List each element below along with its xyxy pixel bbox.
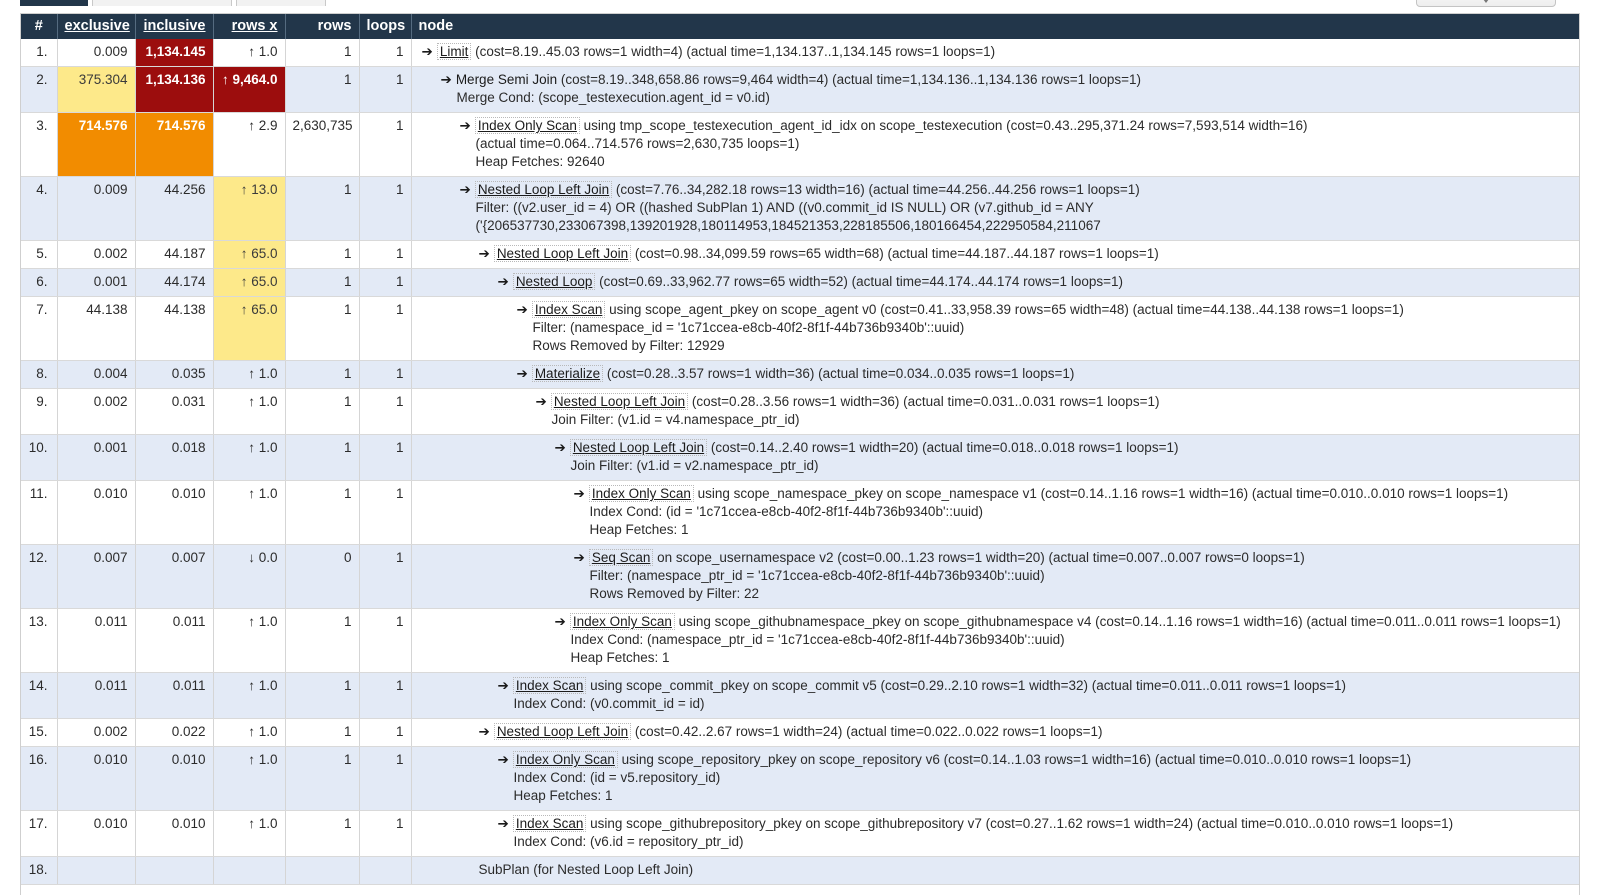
cell-rows: 1 [285, 481, 359, 545]
node-detail-line [412, 567, 1573, 585]
cell-exclusive: 0.010 [57, 747, 135, 811]
cell-rows-x: ↑ 1.0 [213, 609, 285, 673]
cell-rows: 1 [285, 811, 359, 857]
row-number: 8. [21, 361, 57, 389]
node-main-line [412, 751, 1573, 769]
cell-exclusive: 714.576 [57, 113, 135, 177]
cell-loops: 1 [359, 481, 411, 545]
cell-node [411, 177, 1579, 241]
node-detail-line [412, 337, 1573, 355]
arrow-right-icon: ➔ [535, 394, 547, 409]
node-detail-text: ('{206537730,233067398,139201928,180114953,184521353,228185506,180166454,222950584,211067 [475, 218, 1101, 233]
cell-rows-x: ↑ 65.0 [213, 297, 285, 361]
arrow-right-icon: ➔ [573, 550, 585, 565]
row-number: 6. [21, 269, 57, 297]
cell-exclusive: 0.011 [57, 673, 135, 719]
tab-plan[interactable] [20, 0, 88, 6]
node-main-line [412, 43, 1573, 61]
node-detail-text: on scope_usernamespace v2 (cost=0.00..1.23 rows=1 width=20) (actual time=0.007..0.007 rows=0 loops=1) [657, 550, 1305, 565]
cell-exclusive: 0.009 [57, 177, 135, 241]
cell-inclusive: 714.576 [135, 113, 213, 177]
row-number: 2. [21, 67, 57, 113]
col-header-rows-x[interactable] [213, 14, 285, 39]
cell-node [411, 241, 1579, 269]
node-detail-text: Heap Fetches: 1 [570, 650, 670, 665]
table-row[interactable] [21, 609, 1579, 673]
node-detail-line [412, 153, 1573, 171]
node-detail-text: using scope_githubnamespace_pkey on scope_githubnamespace v4 (cost=0.14..1.16 rows=1 width=16) (actual time=0.011..0.011 rows=1 loops=1) [678, 614, 1561, 629]
row-number: 14. [21, 673, 57, 719]
row-number: 16. [21, 747, 57, 811]
table-row[interactable] [21, 673, 1579, 719]
node-operation-link[interactable]: Index Only Scan [513, 751, 618, 768]
node-operation-link[interactable]: Index Only Scan [589, 485, 694, 502]
cell-loops: 1 [359, 241, 411, 269]
arrow-right-icon: ➔ [459, 182, 471, 197]
cell-exclusive: 0.010 [57, 481, 135, 545]
cell-inclusive: 0.022 [135, 719, 213, 747]
node-operation-link[interactable]: Index Only Scan [475, 117, 580, 134]
cell-rows: 1 [285, 747, 359, 811]
row-number: 9. [21, 389, 57, 435]
node-detail-text: Heap Fetches: 92640 [475, 154, 605, 169]
node-main-line [412, 181, 1573, 199]
cell-exclusive: 0.011 [57, 609, 135, 673]
arrow-right-icon: ➔ [497, 752, 509, 767]
cell-loops: 1 [359, 673, 411, 719]
node-detail-text: (cost=0.42..2.67 rows=1 width=24) (actual time=0.022..0.022 rows=1 loops=1) [634, 724, 1103, 739]
cell-rows: 1 [285, 361, 359, 389]
cell-rows-x: ↑ 2.9 [213, 113, 285, 177]
node-operation-link[interactable]: Nested Loop [513, 273, 596, 290]
cell-node [411, 857, 1579, 885]
cell-loops: 1 [359, 609, 411, 673]
node-detail-line [412, 411, 1573, 429]
node-detail-text: (cost=0.69..33,962.77 rows=65 width=52) (actual time=44.174..44.174 rows=1 loops=1) [599, 274, 1123, 289]
row-number: 12. [21, 545, 57, 609]
node-main-line [412, 245, 1573, 263]
cell-exclusive: 375.304 [57, 67, 135, 113]
row-number: 10. [21, 435, 57, 481]
cell-rows: 1 [285, 241, 359, 269]
node-detail-line [412, 695, 1573, 713]
cell-exclusive [57, 857, 135, 885]
node-detail-line [412, 631, 1573, 649]
table-row[interactable] [21, 545, 1579, 609]
node-operation-link[interactable]: Nested Loop Left Join [494, 723, 631, 740]
node-detail-line [412, 833, 1573, 851]
table-row[interactable] [21, 481, 1579, 545]
node-main-line [412, 815, 1573, 833]
node-detail-text: (cost=8.19..348,658.86 rows=9,464 width=4) (actual time=1,134.136..1,134.136 rows=1 loops=1) [560, 72, 1142, 87]
node-detail-line [412, 135, 1573, 153]
row-number: 1. [21, 39, 57, 67]
cell-rows: 1 [285, 389, 359, 435]
table-row[interactable] [21, 389, 1579, 435]
node-operation-link[interactable]: Nested Loop Left Join [551, 393, 688, 410]
node-operation-link[interactable]: Limit [437, 43, 472, 60]
cell-loops: 1 [359, 39, 411, 67]
cell-loops: 1 [359, 269, 411, 297]
options-dropdown-button[interactable] [1416, 0, 1556, 7]
cell-rows-x: ↑ 1.0 [213, 435, 285, 481]
node-detail-line [412, 787, 1573, 805]
node-detail-text: (cost=0.14..2.40 rows=1 width=20) (actual time=0.018..0.018 rows=1 loops=1) [710, 440, 1179, 455]
query-plan-panel [20, 13, 1580, 895]
node-detail-text: Filter: ((v2.user_id = 4) OR ((hashed SubPlan 1) AND ((v0.commit_id IS NULL) OR (v7.github_id = ANY [475, 200, 1094, 215]
node-operation-link: Merge Semi Join [455, 72, 558, 87]
row-number: 7. [21, 297, 57, 361]
cell-loops [359, 857, 411, 885]
cell-inclusive: 44.138 [135, 297, 213, 361]
node-detail-line [412, 503, 1573, 521]
cell-rows: 0 [285, 545, 359, 609]
node-detail-text: using scope_commit_pkey on scope_commit v5 (cost=0.29..2.10 rows=1 width=32) (actual time=0.011..0.011 rows=1 loops=1) [590, 678, 1347, 693]
cell-rows-x: ↑ 65.0 [213, 269, 285, 297]
cell-loops: 1 [359, 67, 411, 113]
cell-rows: 1 [285, 269, 359, 297]
arrow-right-icon: ➔ [459, 118, 471, 133]
cell-rows-x: ↑ 1.0 [213, 39, 285, 67]
node-main-line [412, 273, 1573, 291]
node-detail-text: (cost=8.19..45.03 rows=1 width=4) (actual time=1,134.137..1,134.145 rows=1 loops=1) [475, 44, 996, 59]
node-detail-text: Rows Removed by Filter: 12929 [532, 338, 725, 353]
cell-node [411, 673, 1579, 719]
col-header-rows [285, 14, 359, 39]
cell-node [411, 719, 1579, 747]
cell-rows-x: ↑ 1.0 [213, 673, 285, 719]
node-detail-line [412, 89, 1573, 107]
table-row[interactable] [21, 39, 1579, 67]
table-row[interactable] [21, 241, 1579, 269]
node-operation-link[interactable]: Nested Loop Left Join [570, 439, 707, 456]
cell-node [411, 39, 1579, 67]
node-detail-text: (actual time=0.064..714.576 rows=2,630,735 loops=1) [475, 136, 800, 151]
col-header-number-label: # [34, 18, 43, 34]
arrow-right-icon: ➔ [516, 302, 528, 317]
table-row[interactable] [21, 435, 1579, 481]
node-detail-line [412, 649, 1573, 667]
table-header [21, 14, 1579, 39]
cell-exclusive: 0.004 [57, 361, 135, 389]
row-number: 11. [21, 481, 57, 545]
cell-node [411, 435, 1579, 481]
cell-rows: 2,630,735 [285, 113, 359, 177]
cell-loops: 1 [359, 177, 411, 241]
table-row[interactable] [21, 361, 1579, 389]
node-detail-text: using scope_repository_pkey on scope_repository v6 (cost=0.14..1.03 rows=1 width=16) (actual time=0.010..0.010 rows=1 loops=1) [621, 752, 1412, 767]
node-operation-link[interactable]: Index Only Scan [570, 613, 675, 630]
arrow-right-icon: ➔ [554, 614, 566, 629]
arrow-right-icon: ➔ [478, 724, 490, 739]
col-header-loops-label: loops [366, 18, 406, 34]
node-detail-text: SubPlan (for Nested Loop Left Join) [478, 862, 694, 877]
table-row[interactable] [21, 719, 1579, 747]
table-row[interactable] [21, 269, 1579, 297]
cell-loops: 1 [359, 435, 411, 481]
cell-inclusive: 0.010 [135, 811, 213, 857]
node-operation-link[interactable]: Nested Loop Left Join [494, 245, 631, 262]
cell-inclusive: 0.010 [135, 747, 213, 811]
node-detail-text: using scope_agent_pkey on scope_agent v0 (cost=0.41..33,958.39 rows=65 width=48) (actual time=44.138..44.138 rows=1 loops=1) [609, 302, 1404, 317]
cell-loops: 1 [359, 113, 411, 177]
cell-exclusive: 0.009 [57, 39, 135, 67]
node-detail-text: Index Cond: (namespace_ptr_id = '1c71ccea-e8cb-40f2-8f1f-44b736b9340b'::uuid) [570, 632, 1065, 647]
cell-rows-x: ↑ 1.0 [213, 389, 285, 435]
cell-inclusive: 1,134.136 [135, 67, 213, 113]
cell-loops: 1 [359, 389, 411, 435]
row-number: 18. [21, 857, 57, 885]
cell-exclusive: 0.007 [57, 545, 135, 609]
cell-node [411, 389, 1579, 435]
col-header-exclusive[interactable] [57, 14, 135, 39]
cell-rows: 1 [285, 435, 359, 481]
cell-loops: 1 [359, 719, 411, 747]
cell-loops: 1 [359, 297, 411, 361]
query-plan-table [21, 14, 1579, 885]
node-detail-line [412, 457, 1573, 475]
cell-exclusive: 0.001 [57, 435, 135, 481]
cell-inclusive: 0.018 [135, 435, 213, 481]
cell-node [411, 297, 1579, 361]
node-main-line [412, 393, 1573, 411]
cell-inclusive: 44.187 [135, 241, 213, 269]
col-header-rows-x-label: rows x [231, 18, 278, 34]
cell-exclusive: 0.001 [57, 269, 135, 297]
arrow-right-icon: ➔ [440, 72, 452, 87]
tab-raw[interactable] [92, 0, 232, 6]
arrow-right-icon: ➔ [497, 274, 509, 289]
node-main-line [412, 613, 1573, 631]
top-chrome-strip [0, 0, 1600, 13]
cell-rows-x: ↑ 65.0 [213, 241, 285, 269]
cell-node [411, 545, 1579, 609]
node-main-line [412, 677, 1573, 695]
arrow-right-icon: ➔ [573, 486, 585, 501]
table-row[interactable] [21, 67, 1579, 113]
cell-inclusive [135, 857, 213, 885]
cell-loops: 1 [359, 747, 411, 811]
node-detail-line [412, 585, 1573, 603]
arrow-right-icon: ➔ [554, 440, 566, 455]
cell-exclusive: 0.010 [57, 811, 135, 857]
cell-inclusive: 0.035 [135, 361, 213, 389]
cell-rows-x [213, 857, 285, 885]
node-detail-text: Heap Fetches: 1 [589, 522, 689, 537]
col-header-inclusive-label: inclusive [143, 18, 206, 34]
cell-inclusive: 0.011 [135, 673, 213, 719]
cell-node [411, 481, 1579, 545]
cell-rows: 1 [285, 39, 359, 67]
cell-rows: 1 [285, 297, 359, 361]
col-header-node [411, 14, 1579, 39]
cell-loops: 1 [359, 361, 411, 389]
cell-loops: 1 [359, 811, 411, 857]
row-number: 3. [21, 113, 57, 177]
table-row[interactable] [21, 113, 1579, 177]
node-detail-text: Merge Cond: (scope_testexecution.agent_id = v0.id) [456, 90, 770, 105]
cell-node [411, 269, 1579, 297]
cell-node [411, 67, 1579, 113]
node-main-line [412, 71, 1573, 89]
cell-inclusive: 44.256 [135, 177, 213, 241]
cell-rows: 1 [285, 719, 359, 747]
col-header-number [21, 14, 57, 39]
node-operation-link[interactable]: Materialize [532, 365, 603, 382]
node-detail-text: using scope_namespace_pkey on scope_namespace v1 (cost=0.14..1.16 rows=1 width=16) (actual time=0.010..0.010 rows=1 loops=1) [697, 486, 1509, 501]
node-detail-text: using scope_githubrepository_pkey on scope_githubrepository v7 (cost=0.27..1.62 rows=1 width=24) (actual time=0.010..0.010 rows=1 loops=1) [590, 816, 1454, 831]
node-operation-link[interactable]: Index Scan [532, 301, 606, 318]
node-detail-text: Index Cond: (v0.commit_id = id) [513, 696, 705, 711]
cell-node [411, 747, 1579, 811]
col-header-rows-label: rows [317, 18, 352, 34]
node-detail-line [412, 217, 1573, 235]
row-number: 13. [21, 609, 57, 673]
table-row[interactable] [21, 177, 1579, 241]
col-header-exclusive-label: exclusive [64, 18, 130, 34]
cell-rows-x: ↑ 13.0 [213, 177, 285, 241]
node-main-line [412, 485, 1573, 503]
cell-rows-x: ↑ 1.0 [213, 719, 285, 747]
node-detail-line [412, 319, 1573, 337]
node-detail-line [412, 199, 1573, 217]
arrow-right-icon: ➔ [478, 246, 490, 261]
arrow-right-icon: ➔ [497, 678, 509, 693]
cell-node [411, 361, 1579, 389]
node-operation-link[interactable]: Seq Scan [589, 549, 654, 566]
cell-inclusive: 0.010 [135, 481, 213, 545]
col-header-node-label: node [418, 18, 454, 34]
col-header-loops [359, 14, 411, 39]
node-detail-text: Join Filter: (v1.id = v4.namespace_ptr_id) [551, 412, 800, 427]
tab-stats[interactable] [236, 0, 326, 6]
cell-rows: 1 [285, 673, 359, 719]
node-detail-text: (cost=0.28..3.57 rows=1 width=36) (actual time=0.034..0.035 rows=1 loops=1) [606, 366, 1075, 381]
table-row[interactable] [21, 857, 1579, 885]
cell-node [411, 811, 1579, 857]
node-detail-text: Index Cond: (id = v5.repository_id) [513, 770, 721, 785]
node-detail-line [412, 769, 1573, 787]
node-detail-text: Filter: (namespace_ptr_id = '1c71ccea-e8cb-40f2-8f1f-44b736b9340b'::uuid) [589, 568, 1045, 583]
cell-exclusive: 0.002 [57, 389, 135, 435]
node-main-line [412, 117, 1573, 135]
table-row[interactable] [21, 297, 1579, 361]
cell-inclusive: 0.007 [135, 545, 213, 609]
node-detail-text: (cost=7.76..34,282.18 rows=13 width=16) (actual time=44.256..44.256 rows=1 loops=1) [615, 182, 1140, 197]
row-number: 17. [21, 811, 57, 857]
row-number: 15. [21, 719, 57, 747]
cell-rows-x: ↑ 1.0 [213, 811, 285, 857]
node-main-line [412, 723, 1573, 741]
node-detail-text: Index Cond: (id = '1c71ccea-e8cb-40f2-8f1f-44b736b9340b'::uuid) [589, 504, 984, 519]
cell-exclusive: 0.002 [57, 241, 135, 269]
row-number: 4. [21, 177, 57, 241]
node-detail-text: Filter: (namespace_id = '1c71ccea-e8cb-40f2-8f1f-44b736b9340b'::uuid) [532, 320, 965, 335]
table-body [21, 39, 1579, 885]
cell-inclusive: 0.011 [135, 609, 213, 673]
node-detail-text: Heap Fetches: 1 [513, 788, 613, 803]
cell-rows-x: ↑ 1.0 [213, 747, 285, 811]
node-operation-link[interactable]: Nested Loop Left Join [475, 181, 612, 198]
table-row[interactable] [21, 811, 1579, 857]
col-header-inclusive[interactable] [135, 14, 213, 39]
node-operation-link[interactable]: Index Scan [513, 677, 587, 694]
arrow-right-icon: ➔ [421, 44, 433, 59]
table-row[interactable] [21, 747, 1579, 811]
node-main-line [412, 439, 1573, 457]
cell-exclusive: 0.002 [57, 719, 135, 747]
cell-rows: 1 [285, 177, 359, 241]
cell-node [411, 609, 1579, 673]
cell-inclusive: 1,134.145 [135, 39, 213, 67]
cell-inclusive: 44.174 [135, 269, 213, 297]
cell-exclusive: 44.138 [57, 297, 135, 361]
node-detail-text: Rows Removed by Filter: 22 [589, 586, 760, 601]
node-detail-line [412, 521, 1573, 539]
cell-rows-x: ↑ 1.0 [213, 481, 285, 545]
arrow-right-icon: ➔ [516, 366, 528, 381]
row-number: 5. [21, 241, 57, 269]
cell-rows: 1 [285, 609, 359, 673]
caret-down-icon [1483, 0, 1489, 3]
cell-rows: 1 [285, 67, 359, 113]
node-main-line [412, 549, 1573, 567]
cell-rows-x: ↓ 0.0 [213, 545, 285, 609]
node-detail-text: using tmp_scope_testexecution_agent_id_idx on scope_testexecution (cost=0.43..295,371.24 rows=7,593,514 width=16) [583, 118, 1308, 133]
cell-node [411, 113, 1579, 177]
cell-rows-x: ↑ 9,464.0 [213, 67, 285, 113]
arrow-right-icon: ➔ [497, 816, 509, 831]
node-operation-link[interactable]: Index Scan [513, 815, 587, 832]
node-detail-text: (cost=0.98..34,099.59 rows=65 width=68) (actual time=44.187..44.187 rows=1 loops=1) [634, 246, 1159, 261]
node-main-line [412, 861, 1573, 879]
node-detail-text: Join Filter: (v1.id = v2.namespace_ptr_id) [570, 458, 819, 473]
cell-rows-x: ↑ 1.0 [213, 361, 285, 389]
cell-rows [285, 857, 359, 885]
node-main-line [412, 301, 1573, 319]
node-detail-text: Index Cond: (v6.id = repository_ptr_id) [513, 834, 744, 849]
node-detail-text: (cost=0.28..3.56 rows=1 width=36) (actual time=0.031..0.031 rows=1 loops=1) [691, 394, 1160, 409]
node-main-line [412, 365, 1573, 383]
cell-loops: 1 [359, 545, 411, 609]
cell-inclusive: 0.031 [135, 389, 213, 435]
